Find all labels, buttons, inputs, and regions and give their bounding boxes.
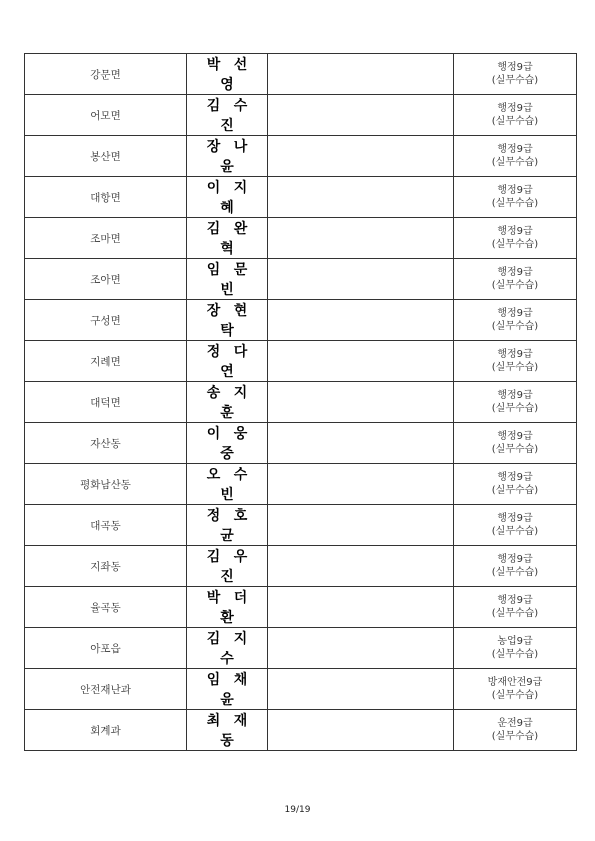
name-cell [187,300,268,341]
name-cell [187,464,268,505]
name-char: 장 [206,139,221,155]
rank-status: (실무수습) [491,608,539,619]
name-char: 빈 [220,282,234,298]
table-row [25,341,577,382]
empty-cell [268,136,454,177]
table-row [25,423,577,464]
rank-cell [454,136,577,177]
rank-grade: 행정9급 [497,226,533,237]
rank-grade: 행정9급 [497,513,533,524]
name-char: 김 [206,549,221,565]
name-char: 중 [220,446,234,462]
empty-cell [268,669,454,710]
rank-grade: 방재안전9급 [487,677,543,688]
name-char: 영 [220,77,234,93]
rank-cell [454,587,577,628]
name-char: 최 [206,713,221,729]
name-cell [187,382,268,423]
rank-cell [454,669,577,710]
rank-status: (실무수습) [491,690,539,701]
rank-cell [454,628,577,669]
name-char: 혁 [220,241,234,257]
rank-cell [454,710,577,751]
rank-cell [454,54,577,95]
empty-cell [268,464,454,505]
rank-status: (실무수습) [491,239,539,250]
rank-grade: 행정9급 [497,595,533,606]
rank-cell [454,546,577,587]
rank-cell [454,464,577,505]
page-number: 19/19 [284,805,311,815]
name-char: 더 [233,590,248,606]
department-cell: 지좌동 [25,546,187,587]
table-row [25,136,577,177]
department-cell: 안전재난과 [25,669,187,710]
name-char: 지 [233,180,248,196]
name-char: 임 [206,262,221,278]
table-row [25,218,577,259]
name-char: 오 [206,467,221,483]
rank-status: (실무수습) [491,731,539,742]
rank-grade: 행정9급 [497,308,533,319]
name-char: 균 [220,528,234,544]
department-cell: 평화남산동 [25,464,187,505]
department-cell: 조아면 [25,259,187,300]
name-cell [187,628,268,669]
department-cell: 구성면 [25,300,187,341]
rank-cell [454,382,577,423]
name-char: 김 [206,631,221,647]
rank-grade: 행정9급 [497,267,533,278]
name-cell [187,177,268,218]
rank-grade: 행정9급 [497,144,533,155]
name-char: 박 [206,57,221,73]
department-cell: 대항면 [25,177,187,218]
name-char: 수 [233,98,248,114]
name-char: 수 [233,467,248,483]
empty-cell [268,300,454,341]
rank-grade: 농업9급 [497,636,533,647]
empty-cell [268,341,454,382]
table-row [25,464,577,505]
rank-grade: 행정9급 [497,185,533,196]
name-char: 나 [233,139,248,155]
department-cell: 대덕면 [25,382,187,423]
table-row [25,259,577,300]
rank-status: (실무수습) [491,280,539,291]
empty-cell [268,505,454,546]
name-cell [187,710,268,751]
rank-status: (실무수습) [491,362,539,373]
rank-status: (실무수습) [491,485,539,496]
name-char: 이 [206,426,221,442]
name-char: 환 [220,610,234,626]
department-cell: 자산동 [25,423,187,464]
department-cell: 회계과 [25,710,187,751]
name-char: 선 [233,57,248,73]
rank-status: (실무수습) [491,75,539,86]
name-char: 우 [233,549,248,565]
empty-cell [268,218,454,259]
name-char: 윤 [220,692,234,708]
name-char: 지 [233,385,248,401]
name-char: 김 [206,221,221,237]
table-row [25,54,577,95]
name-char: 완 [233,221,248,237]
rank-status: (실무수습) [491,116,539,127]
rank-grade: 행정9급 [497,472,533,483]
name-cell [187,423,268,464]
table-row [25,177,577,218]
table-row [25,546,577,587]
name-cell [187,341,268,382]
name-char: 탁 [220,323,234,339]
table-row [25,505,577,546]
department-cell: 대곡동 [25,505,187,546]
name-char: 수 [220,651,234,667]
name-char: 채 [233,672,248,688]
name-char: 호 [233,508,248,524]
name-char: 진 [220,569,234,585]
table-row [25,300,577,341]
empty-cell [268,587,454,628]
name-cell [187,669,268,710]
name-char: 연 [220,364,234,380]
rank-status: (실무수습) [491,198,539,209]
personnel-table [24,53,577,751]
rank-grade: 행정9급 [497,431,533,442]
empty-cell [268,259,454,300]
name-char: 이 [206,180,221,196]
rank-status: (실무수습) [491,444,539,455]
empty-cell [268,628,454,669]
name-cell [187,546,268,587]
rank-grade: 행정9급 [497,554,533,565]
name-char: 웅 [233,426,248,442]
rank-status: (실무수습) [491,526,539,537]
rank-cell [454,423,577,464]
empty-cell [268,95,454,136]
name-char: 동 [220,733,234,749]
name-char: 임 [206,672,221,688]
department-cell: 조마면 [25,218,187,259]
rank-cell [454,300,577,341]
empty-cell [268,546,454,587]
table-row [25,587,577,628]
rank-cell [454,259,577,300]
rank-cell [454,505,577,546]
name-char: 박 [206,590,221,606]
department-cell: 율곡동 [25,587,187,628]
empty-cell [268,423,454,464]
table-row [25,669,577,710]
department-cell: 어모면 [25,95,187,136]
empty-cell [268,54,454,95]
name-cell [187,505,268,546]
name-char: 진 [220,118,234,134]
name-char: 재 [233,713,248,729]
name-char: 혜 [220,200,234,216]
name-char: 빈 [220,487,234,503]
rank-status: (실무수습) [491,403,539,414]
name-char: 다 [233,344,248,360]
table-row [25,382,577,423]
rank-cell [454,95,577,136]
rank-cell [454,218,577,259]
personnel-table-body [25,54,577,751]
department-cell: 지례면 [25,341,187,382]
name-char: 문 [233,262,248,278]
department-cell: 아포읍 [25,628,187,669]
table-row [25,710,577,751]
rank-status: (실무수습) [491,157,539,168]
empty-cell [268,177,454,218]
rank-status: (실무수습) [491,567,539,578]
empty-cell [268,710,454,751]
name-char: 지 [233,631,248,647]
department-cell: 강문면 [25,54,187,95]
rank-cell [454,341,577,382]
rank-cell [454,177,577,218]
name-char: 송 [206,385,221,401]
name-char: 장 [206,303,221,319]
name-cell [187,587,268,628]
name-cell [187,136,268,177]
name-char: 현 [233,303,248,319]
rank-grade: 행정9급 [497,62,533,73]
rank-grade: 운전9급 [497,718,533,729]
name-cell [187,259,268,300]
rank-status: (실무수습) [491,321,539,332]
name-char: 훈 [220,405,234,421]
name-char: 정 [206,344,221,360]
department-cell: 봉산면 [25,136,187,177]
rank-grade: 행정9급 [497,103,533,114]
name-cell [187,95,268,136]
name-char: 정 [206,508,221,524]
name-char: 윤 [220,159,234,175]
empty-cell [268,382,454,423]
table-row [25,628,577,669]
rank-status: (실무수습) [491,649,539,660]
table-row [25,95,577,136]
rank-grade: 행정9급 [497,390,533,401]
rank-grade: 행정9급 [497,349,533,360]
name-char: 김 [206,98,221,114]
name-cell [187,218,268,259]
name-cell [187,54,268,95]
